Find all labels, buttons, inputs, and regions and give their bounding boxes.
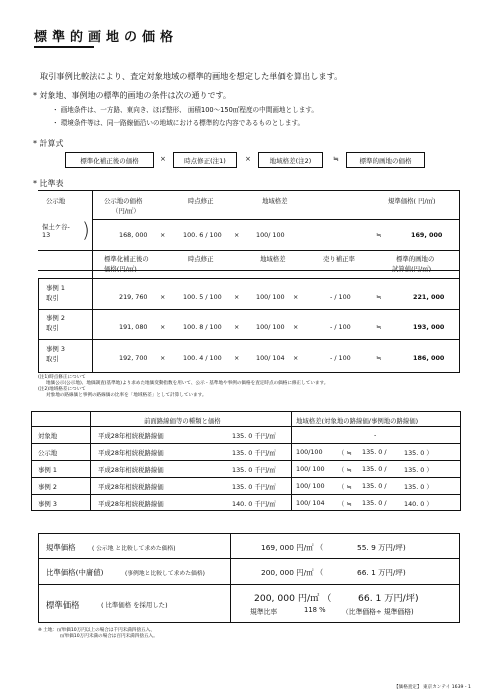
approx-sign: ≒	[376, 293, 382, 301]
comparison-heading-text: 比準表	[39, 179, 64, 188]
case-result: 193, 000	[413, 323, 445, 331]
conditions-heading-text: 対象地、事例地の標準的画地の条件は次の通りです。	[39, 91, 231, 100]
case-area: 100/ 100	[256, 323, 285, 331]
formula-op-approx: ≒	[333, 155, 339, 163]
route-row-ratio: 100/100	[296, 448, 323, 456]
col-header-time-2: 時点修正	[188, 255, 214, 263]
case-sell: - / 100	[330, 293, 351, 301]
summary-final-man: 66. 1 万円/坪)	[358, 593, 419, 604]
note-2-title: (注2)地域格差について	[38, 387, 86, 392]
approx-sign: ≒	[376, 231, 382, 239]
route-row-subject: 135. 0 /	[362, 448, 387, 456]
case-time: 100. 8 / 100	[183, 323, 222, 331]
multiply-sign: ×	[293, 293, 299, 301]
footnote-2: ㎡単価10万円未満の場合は百円未満四捨五入。	[60, 634, 158, 639]
multiply-sign: ×	[234, 323, 240, 331]
route-header-ratio: 地域格差(対象地の路線価/事例地の路線価)	[296, 417, 419, 425]
multiply-sign: ×	[293, 323, 299, 331]
footnote-1: ※ 土地：㎡単価10万円以上の場合は千円未満四捨五入、	[38, 628, 155, 633]
rule	[31, 411, 461, 412]
summary-standard-note: ( 公示地 と比較して求めた価格)	[92, 546, 176, 552]
multiply-sign: ×	[160, 323, 166, 331]
case-area: 100/ 100	[256, 293, 285, 301]
route-row-subject: 135. 0 /	[362, 482, 387, 490]
multiply-sign: ×	[160, 354, 166, 362]
rule	[92, 219, 459, 220]
rule	[38, 250, 459, 251]
public-result-value: 169, 000	[411, 231, 443, 239]
rule	[459, 190, 460, 373]
public-land-name: 保土ケ谷-	[42, 223, 70, 231]
page-footer: 【価格査定】 東京カンテイ 1639 - 1	[394, 685, 471, 690]
public-time-value: 100. 6 / 100	[183, 231, 222, 239]
case-result: 221, 000	[413, 293, 445, 301]
route-row-example: 135. 0 ）	[404, 483, 433, 491]
multiply-sign: ×	[234, 354, 240, 362]
col-header-sell-correction: 売り補正率	[323, 255, 355, 263]
condition-item-2	[52, 117, 304, 127]
asterisk-icon: *	[33, 139, 40, 148]
route-row-label: 事例 3	[38, 500, 57, 508]
conditions-heading	[33, 90, 231, 101]
rule	[38, 278, 459, 279]
route-row-label: 公示地	[38, 449, 58, 457]
col-header-area-2: 地域格差	[260, 255, 286, 263]
col-header-standardized-unit: 価格(円/㎡)	[104, 265, 137, 273]
multiply-sign: ×	[160, 293, 166, 301]
rule	[92, 250, 93, 373]
route-row-approx: （ ≒	[338, 500, 352, 508]
summary-comparative-value: 200, 000 円/㎡ （	[261, 568, 324, 577]
formula-heading	[33, 138, 64, 149]
case-price: 191, 080	[119, 323, 148, 331]
bracket-icon: )	[82, 218, 90, 242]
case-name: 事例 3	[46, 345, 65, 353]
condition-item-1-text: 画地条件は、一方路、東向き、ほぼ整形、 面積100～150㎡程度の中間画地とします。	[60, 106, 318, 114]
case-price: 219, 760	[119, 293, 148, 301]
case-sell: - / 100	[330, 354, 351, 362]
rule	[460, 411, 461, 511]
rule	[31, 510, 461, 511]
case-type: 取引	[46, 355, 59, 363]
rule	[38, 190, 459, 191]
rule	[31, 426, 461, 427]
route-row-ratio: 100/ 100	[296, 465, 325, 473]
rule	[38, 533, 39, 623]
rule	[90, 411, 91, 511]
rule	[38, 339, 459, 340]
summary-standard-label: 規準価格	[46, 543, 76, 552]
route-row-price: 140. 0 千円/㎡	[232, 500, 276, 508]
case-area: 100/ 104	[256, 354, 285, 362]
route-header-type: 前面路線価等の種類と価格	[144, 417, 221, 425]
summary-final-note: ( 比準価格 を採用した)	[101, 601, 168, 609]
route-row-example: 135. 0 ）	[404, 449, 433, 457]
rule	[38, 558, 459, 559]
rule	[230, 533, 231, 623]
route-row-label: 事例 1	[38, 466, 57, 474]
route-row-example: 135. 0 ）	[404, 466, 433, 474]
rule	[38, 278, 39, 373]
route-row-ratio: 100/ 100	[296, 482, 325, 490]
route-row-price: 135. 0 千円/㎡	[232, 483, 276, 491]
col-header-trial-value-unit: 試算値(円/㎡)	[392, 265, 432, 273]
route-row-ratio: 100/ 104	[296, 499, 325, 507]
asterisk-icon: *	[33, 91, 40, 100]
summary-comparative-note: (事例地と比較して求めた価格)	[125, 571, 205, 577]
asterisk-icon: *	[33, 179, 40, 188]
case-name: 事例 1	[46, 284, 65, 292]
route-row-dash: -	[374, 431, 377, 439]
condition-item-1	[52, 104, 318, 114]
summary-final-value: 200, 000 円/㎡ （	[254, 593, 332, 604]
page-title: 標準的画地の価格	[34, 30, 179, 45]
summary-comparative-man: 66. 1 万円/坪)	[357, 568, 406, 577]
approx-sign: ≒	[376, 323, 382, 331]
rule	[38, 584, 459, 585]
route-row-example: 140. 0 ）	[404, 500, 433, 508]
summary-ratio-label: 規準比率	[250, 608, 278, 616]
rule	[38, 372, 459, 373]
case-time: 100. 5 / 100	[183, 293, 222, 301]
approx-sign: ≒	[376, 354, 382, 362]
route-row-type: 平成28年相続税路線価	[98, 483, 164, 491]
case-name: 事例 2	[46, 314, 65, 322]
case-price: 192, 700	[119, 354, 148, 362]
col-header-public-price-unit: （円/㎡）	[112, 207, 140, 215]
summary-final-label: 標準価格	[46, 600, 80, 610]
route-row-type: 平成28年相続税路線価	[98, 466, 164, 474]
col-header-standard-price: 規準価格( 円/㎡)	[388, 197, 436, 205]
summary-ratio-formula: （比準価格÷ 規準価格)	[342, 608, 414, 616]
formula-box-area-difference: 地域格差(注2)	[258, 152, 323, 168]
formula-box-standard-price: 標準的画地の価格	[346, 152, 425, 168]
rule	[459, 533, 460, 623]
note-1-title: (注1)時点修正について	[38, 375, 86, 380]
rule	[38, 622, 459, 623]
route-row-subject: 135. 0 /	[362, 499, 387, 507]
route-row-approx: （ ≒	[338, 483, 352, 491]
formula-op-multiply-2: ×	[245, 155, 251, 163]
col-header-public-land: 公示地	[46, 197, 66, 205]
public-price-value: 168, 000	[119, 231, 148, 239]
rule	[31, 443, 461, 444]
multiply-sign: ×	[234, 293, 240, 301]
rule	[31, 494, 461, 495]
route-row-price: 135. 0 千円/㎡	[232, 432, 276, 440]
case-type: 取引	[46, 324, 59, 332]
summary-comparative-label: 比準価格(中庸値)	[46, 568, 104, 577]
public-area-value: 100/ 100	[256, 231, 285, 239]
col-header-standardized: 標準化補正後の	[104, 255, 149, 263]
route-row-type: 平成28年相続税路線価	[98, 449, 164, 457]
col-header-time: 時点修正	[188, 197, 214, 205]
case-sell: - / 100	[330, 323, 351, 331]
multiply-sign: ×	[234, 231, 240, 239]
rule	[291, 411, 292, 511]
summary-ratio-value: 118 %	[304, 606, 326, 614]
col-header-trial-value: 標準的画地の	[396, 255, 435, 263]
formula-op-multiply-1: ×	[160, 155, 166, 163]
col-header-public-price: 公示地の価格	[104, 197, 143, 205]
formula-box-time-correction: 時点修正(注1)	[173, 152, 237, 168]
bullet-icon: ・	[52, 119, 61, 127]
rule	[38, 533, 459, 534]
condition-item-2-text: 環境条件等は、同一路線価沿いの地域における標準的な内容であるものとします。	[60, 119, 305, 127]
rule	[38, 309, 459, 310]
route-row-price: 135. 0 千円/㎡	[232, 449, 276, 457]
formula-box-standardized: 標準化補正後の価格	[65, 152, 154, 168]
public-land-number: 13	[42, 231, 51, 239]
rule	[31, 460, 461, 461]
multiply-sign: ×	[160, 231, 166, 239]
rule	[31, 477, 461, 478]
route-row-subject: 135. 0 /	[362, 465, 387, 473]
route-row-label: 事例 2	[38, 483, 57, 491]
summary-standard-value: 169, 000 円/㎡ （	[261, 543, 324, 552]
multiply-sign: ×	[293, 354, 299, 362]
route-row-approx: （ ≒	[338, 466, 352, 474]
col-header-area: 地域格差	[262, 197, 288, 205]
summary-standard-man: 55. 9 万円/坪)	[357, 543, 406, 552]
route-row-label: 対象地	[38, 432, 58, 440]
route-row-price: 135. 0 千円/㎡	[232, 466, 276, 474]
note-1-text: 地価公示(公示地)、地価調査(基準地)より求めた地価変動指数を用いて、公示・基準地や事例の価格を査定時点の価格に修正しています。	[46, 381, 329, 386]
comparison-heading	[33, 178, 64, 189]
case-type: 取引	[46, 294, 59, 302]
formula-heading-text: 計算式	[39, 139, 64, 148]
route-row-type: 平成28年相続税路線価	[98, 500, 164, 508]
rule	[31, 411, 32, 511]
title-underline	[34, 46, 94, 48]
note-2-text: 対象地の路線価と事例の路線価の比率を「地域格差」として計算しています。	[46, 393, 207, 398]
case-time: 100. 4 / 100	[183, 354, 222, 362]
route-row-approx: （ ≒	[338, 449, 352, 457]
intro-text: 取引事例比較法により、査定対象地域の標準的画地を想定した単価を算出します。	[40, 71, 343, 81]
case-result: 186, 000	[413, 354, 445, 362]
route-row-type: 平成28年相続税路線価	[98, 432, 164, 440]
bullet-icon: ・	[52, 106, 61, 114]
